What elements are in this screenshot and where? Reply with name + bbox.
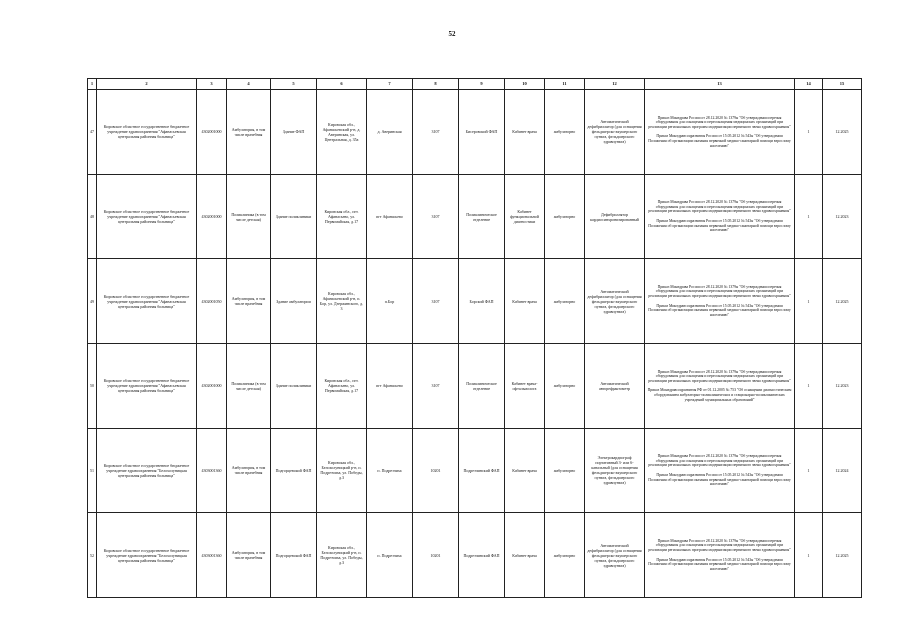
- equipment-cell: Электрокардиограф портативный 3- или 6-канальный (для оснащения фельдшерско-акушерского пункта, фельдшерского здравпункта): [585, 428, 645, 513]
- code-cell: 4302001050: [197, 259, 227, 344]
- date-cell: 12.2025: [823, 513, 862, 598]
- department-cell: Подрезчинский ФАП: [459, 428, 505, 513]
- room-cell: Кабинет функциональной диагностики: [505, 174, 545, 259]
- okato-cell: 10201: [413, 513, 459, 598]
- department-cell: Бисеровский ФАП: [459, 90, 505, 175]
- date-cell: 12.2023: [823, 344, 862, 429]
- code-cell: 4303001360: [197, 428, 227, 513]
- care-mode-cell: амбулаторно: [545, 513, 585, 598]
- quantity-cell: 1: [795, 428, 823, 513]
- table-row: [88, 90, 862, 175]
- code-cell: 4302001000: [197, 90, 227, 175]
- row-number-cell: 51: [88, 428, 97, 513]
- table-row: [88, 513, 862, 598]
- organization-cell: Кировское областное государственное бюджетное учреждение здравоохранения "Афанасьевская центральная районная больница": [97, 174, 197, 259]
- building-cell: Подгорцевский ФАП: [271, 428, 317, 513]
- room-cell: Кабинет врача: [505, 259, 545, 344]
- order-text-secondary: Приказ Минздравсоцразвития РФ от 01.12.2005 № 753 "Об оснащении диагностическим оборудованием амбулаторно-поликлинических и стационарно-поликлинических учреждений муниципальных образований": [647, 388, 792, 402]
- okato-cell: 3107: [413, 344, 459, 429]
- building-cell: Здание поликлиники: [271, 174, 317, 259]
- quantity-cell: 1: [795, 513, 823, 598]
- department-cell: Борский ФАП: [459, 259, 505, 344]
- column-number: 4: [227, 79, 271, 90]
- column-number: 9: [459, 79, 505, 90]
- address-cell: Кировская обл., Афанасьевский р-н, п. Бор, ул. Дзержинского, д. 3: [317, 259, 367, 344]
- settlement-cell: п.Бор: [367, 259, 413, 344]
- column-number: 5: [271, 79, 317, 90]
- column-number: 1: [88, 79, 97, 90]
- facility-type-cell: Амбулатория, в том числе врачебная: [227, 259, 271, 344]
- column-number: 7: [367, 79, 413, 90]
- settlement-cell: пгт Афанасьево: [367, 174, 413, 259]
- room-cell: Кабинет врача: [505, 428, 545, 513]
- okato-cell: 3107: [413, 174, 459, 259]
- column-number: 13: [645, 79, 795, 90]
- equipment-cell: Автоматический дефибриллятор (для оснащения фельдшерско-акушерского пункта, фельдшерского здравпункта): [585, 259, 645, 344]
- okato-cell: 3107: [413, 90, 459, 175]
- quantity-cell: 1: [795, 344, 823, 429]
- order-text-secondary: Приказ Минздравсоцразвития России от 15.05.2012 № 543н "Об утверждении Положения об организации оказания первичной медико-санитарной помощи взрослому населению": [648, 303, 791, 317]
- date-cell: 12.2025: [823, 90, 862, 175]
- facility-type-cell: Поликлиника (в том числе детская): [227, 174, 271, 259]
- organization-cell: Кировское областное государственное бюджетное учреждение здравоохранения "Афанасьевская центральная районная больница": [97, 259, 197, 344]
- page-number: 52: [448, 30, 456, 38]
- column-number: 3: [197, 79, 227, 90]
- settlement-cell: пгт Афанасьево: [367, 344, 413, 429]
- order-text-secondary: Приказ Минздравсоцразвития России от 15.05.2012 № 543н "Об утверждении Положения об организации оказания первичной медико-санитарной помощи взрослому населению": [648, 557, 791, 571]
- care-mode-cell: амбулаторно: [545, 90, 585, 175]
- equipment-cell: Автоматический дефибриллятор (для оснащения фельдшерско-акушерского пункта, фельдшерского здравпункта): [585, 90, 645, 175]
- column-number: 15: [823, 79, 862, 90]
- legal-basis-cell: [645, 513, 795, 598]
- equipment-cell: Автоматический дефибриллятор (для оснащения фельдшерско-акушерского пункта, фельдшерского здравпункта): [585, 513, 645, 598]
- settlement-cell: п. Подрезчиха: [367, 428, 413, 513]
- okato-cell: 10201: [413, 428, 459, 513]
- equipment-cell: Дефибриллятор кардиосинхронизированный: [585, 174, 645, 259]
- organization-cell: Кировское областное государственное бюджетное учреждение здравоохранения "Белохолуницкая центральная районная больница": [97, 513, 197, 598]
- address-cell: Кировская обл., Белохолуницкий р-н, п. Подрезчиха, ул. Победы, д.3: [317, 513, 367, 598]
- row-number-cell: 48: [88, 174, 97, 259]
- table-row: [88, 428, 862, 513]
- facility-type-cell: Поликлиника (в том числе детская): [227, 344, 271, 429]
- room-cell: Кабинет врача: [505, 513, 545, 598]
- address-cell: Кировская обл., Афанасьевский р-н, д. Аверинская, ул. Центральная, д. 35а: [317, 90, 367, 175]
- legal-basis-cell: [645, 90, 795, 175]
- care-mode-cell: амбулаторно: [545, 428, 585, 513]
- column-number-row: [88, 79, 862, 90]
- column-number: 14: [795, 79, 823, 90]
- column-number: 2: [97, 79, 197, 90]
- organization-cell: Кировское областное государственное бюджетное учреждение здравоохранения "Афанасьевская центральная районная больница": [97, 344, 197, 429]
- quantity-cell: 1: [795, 174, 823, 259]
- code-cell: 4303001360: [197, 513, 227, 598]
- order-text-primary: Приказ Минздрава России от 28.12.2020 № 1379н "Об утверждении перечня оборудования для оснащения и переоснащения медицинских организаций при реализации региональных программ модернизации первичного звена здравоохранения": [648, 200, 791, 214]
- date-cell: 12.2023: [823, 174, 862, 259]
- facility-type-cell: Амбулатория, в том числе врачебная: [227, 513, 271, 598]
- row-number-cell: 49: [88, 259, 97, 344]
- legal-basis-cell: [645, 428, 795, 513]
- code-cell: 4302001000: [197, 344, 227, 429]
- care-mode-cell: амбулаторно: [545, 259, 585, 344]
- legal-basis-cell: [645, 344, 795, 429]
- row-number-cell: 47: [88, 90, 97, 175]
- order-text-primary: Приказ Минздрава России от 28.12.2020 № 1379н "Об утверждении перечня оборудования для оснащения и переоснащения медицинских организаций при реализации региональных программ модернизации первичного звена здравоохранения": [648, 115, 791, 129]
- date-cell: 12.2025: [823, 259, 862, 344]
- building-cell: Здание поликлиники: [271, 344, 317, 429]
- row-number-cell: 52: [88, 513, 97, 598]
- order-text-secondary: Приказ Минздравсоцразвития России от 15.05.2012 № 543н "Об утверждении Положения об организации оказания первичной медико-санитарной помощи взрослому населению": [648, 219, 791, 233]
- order-text-primary: Приказ Минздрава России от 28.12.2020 № 1379н "Об утверждении перечня оборудования для оснащения и переоснащения медицинских организаций при реализации региональных программ модернизации первичного звена здравоохранения": [648, 369, 791, 383]
- table-row: [88, 344, 862, 429]
- address-cell: Кировская обл., Белохолуницкий р-н, п. Подрезчиха, ул. Победы, д.3: [317, 428, 367, 513]
- settlement-cell: д. Аверинская: [367, 90, 413, 175]
- care-mode-cell: амбулаторно: [545, 344, 585, 429]
- building-cell: Здание ФАП: [271, 90, 317, 175]
- equipment-cell: Автоматический авторефрактометр: [585, 344, 645, 429]
- row-number-cell: 50: [88, 344, 97, 429]
- room-cell: Кабинет врача-офтальмолога: [505, 344, 545, 429]
- settlement-cell: п. Подрезчиха: [367, 513, 413, 598]
- care-mode-cell: амбулаторно: [545, 174, 585, 259]
- room-cell: Кабинет врача: [505, 90, 545, 175]
- order-text-secondary: Приказ Минздравсоцразвития России от 15.05.2012 № 543н "Об утверждении Положения об организации оказания первичной медико-санитарной помощи взрослому населению": [648, 472, 791, 487]
- order-text-primary: Приказ Минздрава России от 28.12.2020 № 1379н "Об утверждении перечня оборудования для оснащения и переоснащения медицинских организаций при реализации региональных программ модернизации первичного звена здравоохранения": [648, 538, 791, 553]
- order-text-primary: Приказ Минздрава России от 28.12.2020 № 1379н "Об утверждении перечня оборудования для оснащения и переоснащения медицинских организаций при реализации региональных программ модернизации первичного звена здравоохранения": [648, 454, 791, 468]
- legal-basis-cell: [645, 174, 795, 259]
- organization-cell: Кировское областное государственное бюджетное учреждение здравоохранения "Афанасьевская центральная районная больница": [97, 90, 197, 175]
- equipment-table: [87, 78, 862, 598]
- quantity-cell: 1: [795, 90, 823, 175]
- quantity-cell: 1: [795, 259, 823, 344]
- order-text-primary: Приказ Минздрава России от 28.12.2020 № 1379н "Об утверждении перечня оборудования для оснащения и переоснащения медицинских организаций при реализации региональных программ модернизации первичного звена здравоохранения": [648, 284, 791, 299]
- organization-cell: Кировское областное государственное бюджетное учреждение здравоохранения "Белохолуницкая центральная районная больница": [97, 428, 197, 513]
- legal-basis-cell: [645, 259, 795, 344]
- address-cell: Кировская обл., пгт. Афанасьево, ул. Первомайская, д.17: [317, 174, 367, 259]
- column-number: 6: [317, 79, 367, 90]
- column-number: 12: [585, 79, 645, 90]
- code-cell: 4302001000: [197, 174, 227, 259]
- table-row: [88, 174, 862, 259]
- column-number: 10: [505, 79, 545, 90]
- column-number: 8: [413, 79, 459, 90]
- facility-type-cell: Амбулатория, в том числе врачебная: [227, 428, 271, 513]
- address-cell: Кировская обл., пгт. Афанасьево, ул. Первомайская, д.17: [317, 344, 367, 429]
- department-cell: Поликлиническое отделение: [459, 174, 505, 259]
- date-cell: 12.2024: [823, 428, 862, 513]
- building-cell: Подгорцевский ФАП: [271, 513, 317, 598]
- column-number: 11: [545, 79, 585, 90]
- building-cell: Здание амбулатории: [271, 259, 317, 344]
- department-cell: Поликлиническое отделение: [459, 344, 505, 429]
- okato-cell: 3107: [413, 259, 459, 344]
- order-text-secondary: Приказ Минздравсоцразвития России от 15.05.2012 № 543н "Об утверждении Положения об организации оказания первичной медико-санитарной помощи взрослому населению": [648, 134, 791, 148]
- department-cell: Подрезчинский ФАП: [459, 513, 505, 598]
- facility-type-cell: Амбулатория, в том числе врачебная: [227, 90, 271, 175]
- table-row: [88, 259, 862, 344]
